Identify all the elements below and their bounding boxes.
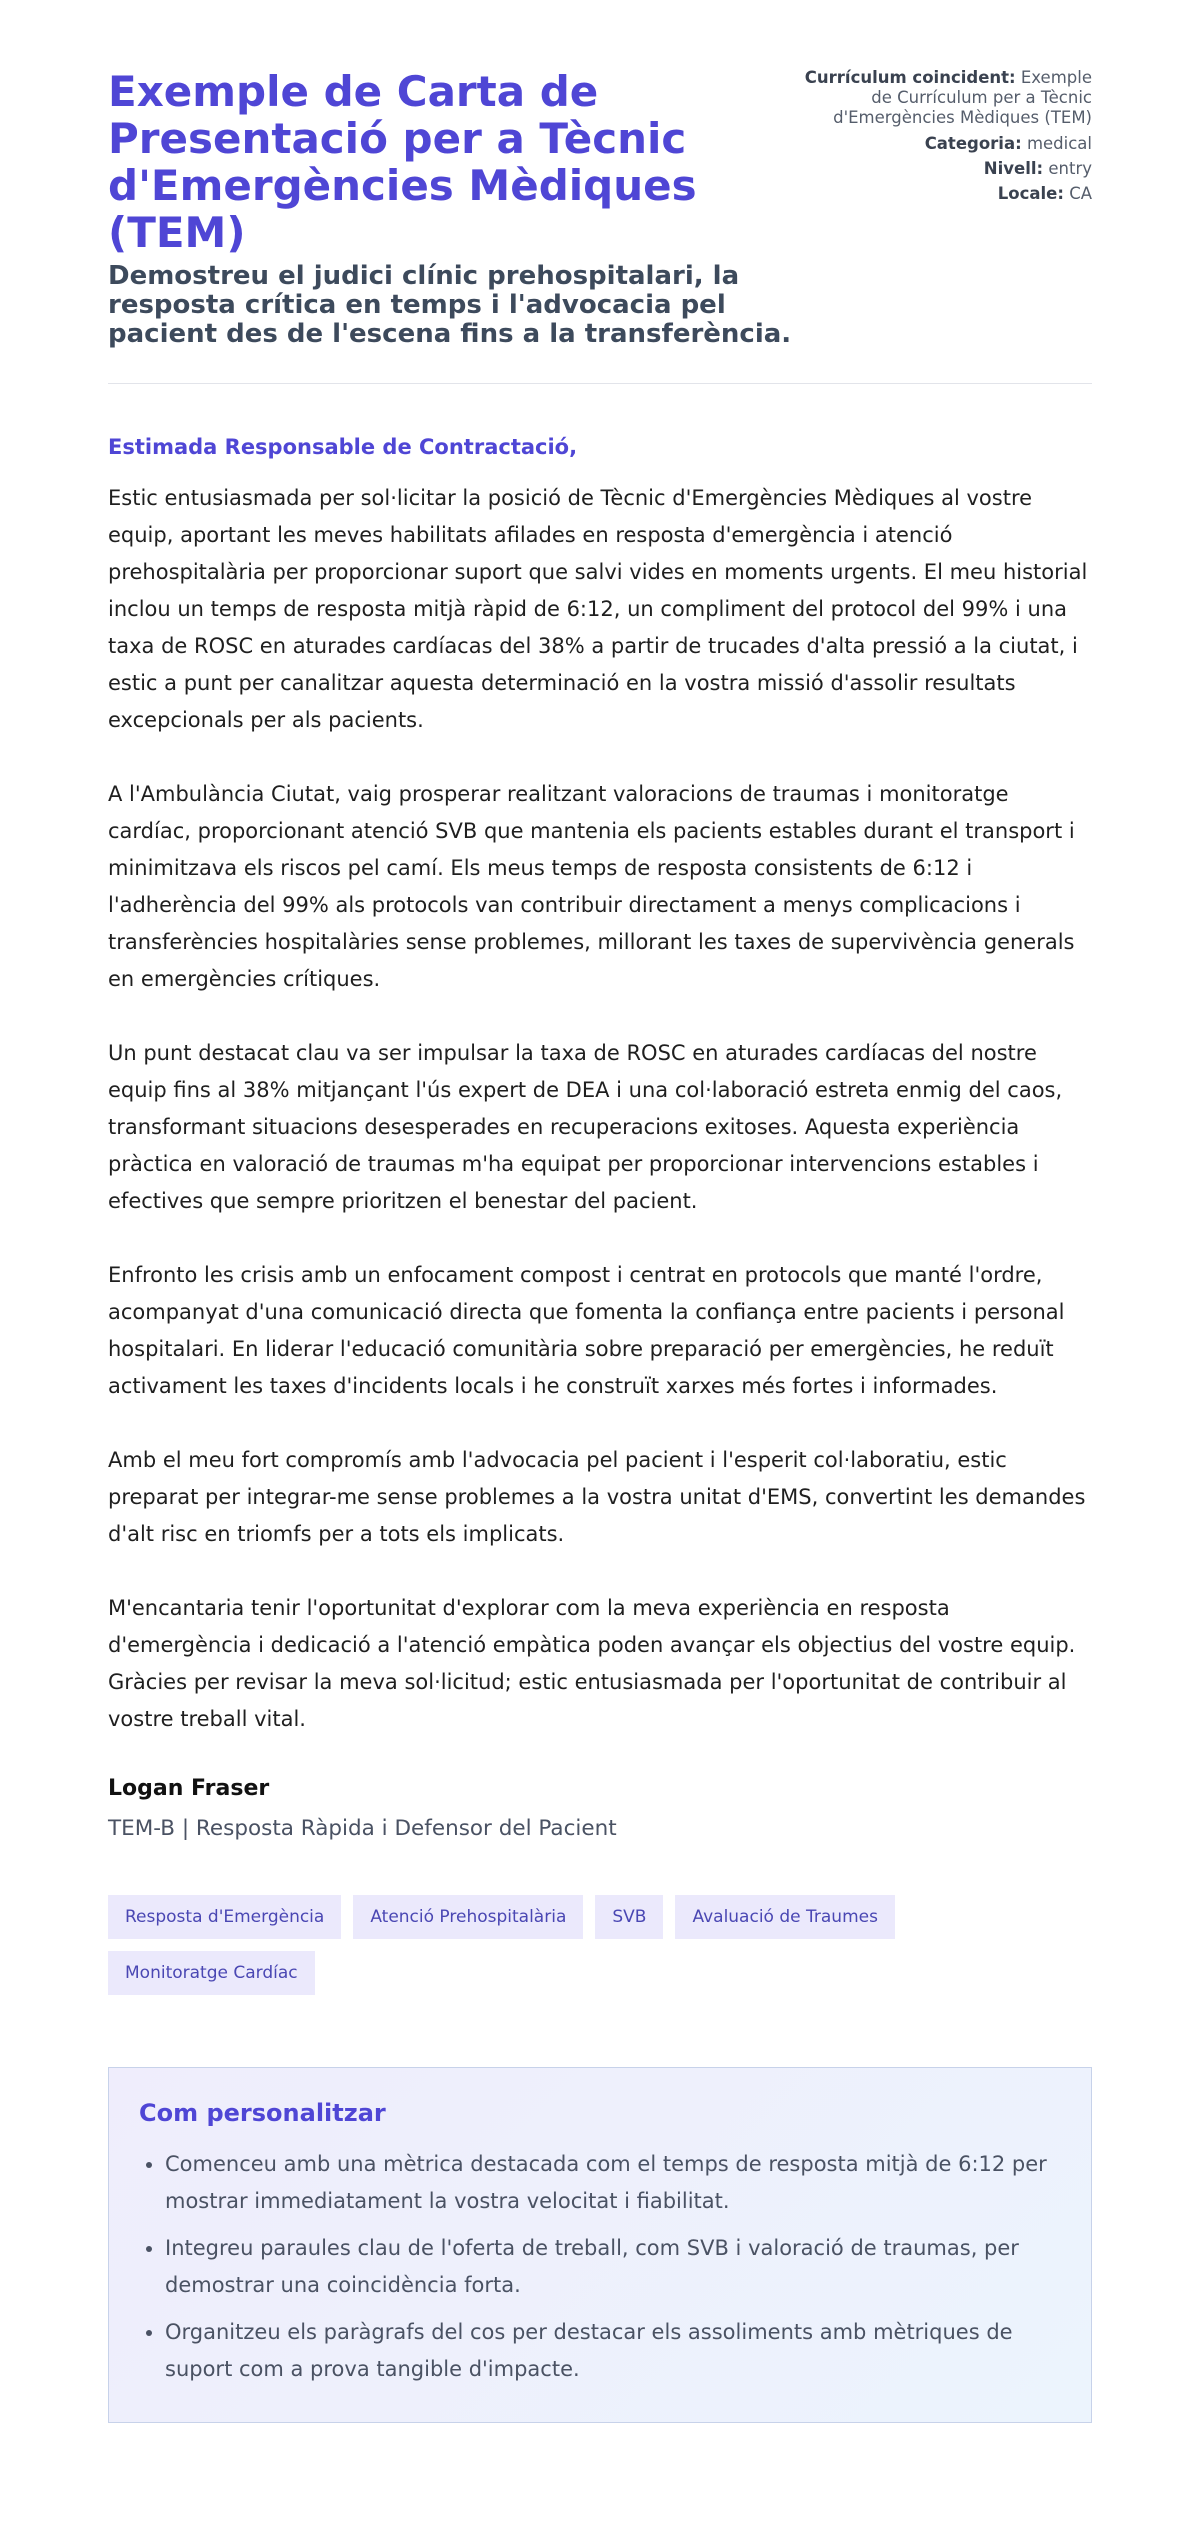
meta-category-value: medical bbox=[1026, 134, 1092, 153]
letter-paragraph-3: Un punt destacat clau va ser impulsar la taxa de ROSC en aturades cardíacas del nostre equip fins al 38% mitjançant l'ús expert de DEA i una col·laboració estreta enmig del caos, transformant situacions desesperades en recuperacions exitoses. Aquesta experiència pràctica en valoració de traumas m'ha equipat per proporcionar intervencions estables i efectives que sempre prioritzen el benestar del pacient. bbox=[108, 1041, 1063, 1213]
letter-body bbox=[108, 434, 1092, 1843]
skill-tag: Monitoratge Cardíac bbox=[108, 1951, 315, 1995]
tips-title: Com personalitzar bbox=[139, 2099, 386, 2127]
meta-resume bbox=[797, 68, 1092, 128]
letter-paragraph-1: Estic entusiasmada per sol·licitar la posició de Tècnic d'Emergències Mèdiques al vostre equip, aportant les meves habilitats afilades en resposta d'emergència i atenció prehospitalària per proporcionar suport que salvi vides en moments urgents. El meu historial inclou un temps de resposta mitjà ràpid de 6:12, un compliment del protocol del 99% i una taxa de ROSC en aturades cardíacas del 38% a partir de trucades d'alta pressió a la ciutat, i estic a punt per canalitzar aquesta determinació en la vostra missió d'assolir resultats excepcionals per als pacients. bbox=[108, 486, 1088, 732]
meta-category bbox=[797, 134, 1092, 154]
letter-paragraph-4: Enfronto les crisis amb un enfocament compost i centrat en protocols que manté l'ordre, acompanyat d'una comunicació directa que fomenta la confiança entre pacients i personal hospitalari. En liderar l'educació comunitària sobre preparació per emergències, he reduït activament les taxes d'incidents locals i he construït xarxes més fortes i informades. bbox=[108, 1263, 1065, 1398]
letter-paragraphs bbox=[108, 480, 1092, 1738]
letter-paragraph-6: M'encantaria tenir l'oportunitat d'explorar com la meva experiència en resposta d'emergència i dedicació a l'atenció empàtica poden avançar els objectius del vostre equip. Gràcies per revisar la meva sol·licitud; estic entusiasmada per l'oportunitat de contribuir al vostre treball vital. bbox=[108, 1596, 1076, 1731]
salutation: Estimada Responsable de Contractació, bbox=[108, 435, 578, 459]
signature-title: TEM-B | Resposta Ràpida i Defensor del Pacient bbox=[108, 1816, 617, 1841]
signature-block bbox=[108, 1775, 1092, 1843]
letter-paragraph-2: A l'Ambulància Ciutat, vaig prosperar realitzant valoracions de traumas i monitoratge cardíac, proporcionant atenció SVB que mantenia els pacients estables durant el transport i minimitzava els riscos pel camí. Els meus temps de resposta consistents de 6:12 i l'adherència del 99% als protocols van contribuir directament a menys complicacions i transferències hospitalàries sense problemes, millorant les taxes de supervivència generals en emergències crítiques. bbox=[108, 782, 1075, 991]
skill-tag: Avaluació de Traumes bbox=[675, 1895, 895, 1939]
meta-resume-value: Exemple de Currículum per a Tècnic d'Emergències Mèdiques (TEM) bbox=[833, 68, 1092, 127]
signature-name: Logan Fraser bbox=[108, 1776, 270, 1801]
skill-tag: Atenció Prehospitalària bbox=[353, 1895, 583, 1939]
page-subtitle: Demostreu el judici clínic prehospitalari, la resposta crítica en temps i l'advocacia pel pacient des de l'escena fins a la transferència. bbox=[108, 261, 792, 349]
skill-tags bbox=[108, 1895, 928, 1995]
header-title-block bbox=[108, 68, 797, 349]
tip-item: • Integreu paraules clau de l'oferta de treball, com SVB i valoració de traumas, per demostrar una coincidència forta. bbox=[165, 2230, 1061, 2304]
skill-tag: SVB bbox=[595, 1895, 663, 1939]
metadata-panel bbox=[797, 68, 1092, 209]
meta-locale-value: CA bbox=[1069, 184, 1092, 203]
meta-level-value: entry bbox=[1048, 159, 1092, 178]
letter-paragraph-5: Amb el meu fort compromís amb l'advocacia pel pacient i l'esperit col·laboratiu, estic preparat per integrar-me sense problemes a la vostra unitat d'EMS, convertint les demandes d'alt risc en triomfs per a tots els implicats. bbox=[108, 1448, 1086, 1546]
meta-locale bbox=[797, 184, 1092, 204]
tip-item: • Organitzeu els paràgrafs del cos per destacar els assoliments amb mètriques de suport com a prova tangible d'impacte. bbox=[165, 2314, 1061, 2388]
tips-list bbox=[139, 2146, 1061, 2388]
skill-tag: Resposta d'Emergència bbox=[108, 1895, 341, 1939]
page-title: Exemple de Carta de Presentació per a Tècnic d'Emergències Mèdiques (TEM) bbox=[108, 67, 697, 257]
customization-tips-box bbox=[108, 2067, 1092, 2423]
meta-category-label: Categoria: bbox=[924, 134, 1022, 153]
document-header bbox=[108, 68, 1092, 384]
meta-level bbox=[797, 159, 1092, 179]
meta-resume-label: Currículum coincident: bbox=[804, 68, 1016, 87]
tip-item: • Comenceu amb una mètrica destacada com el temps de resposta mitjà de 6:12 per mostrar immediatament la vostra velocitat i fiabilitat. bbox=[165, 2146, 1061, 2220]
meta-level-label: Nivell: bbox=[983, 159, 1044, 178]
meta-locale-label: Locale: bbox=[997, 184, 1064, 203]
